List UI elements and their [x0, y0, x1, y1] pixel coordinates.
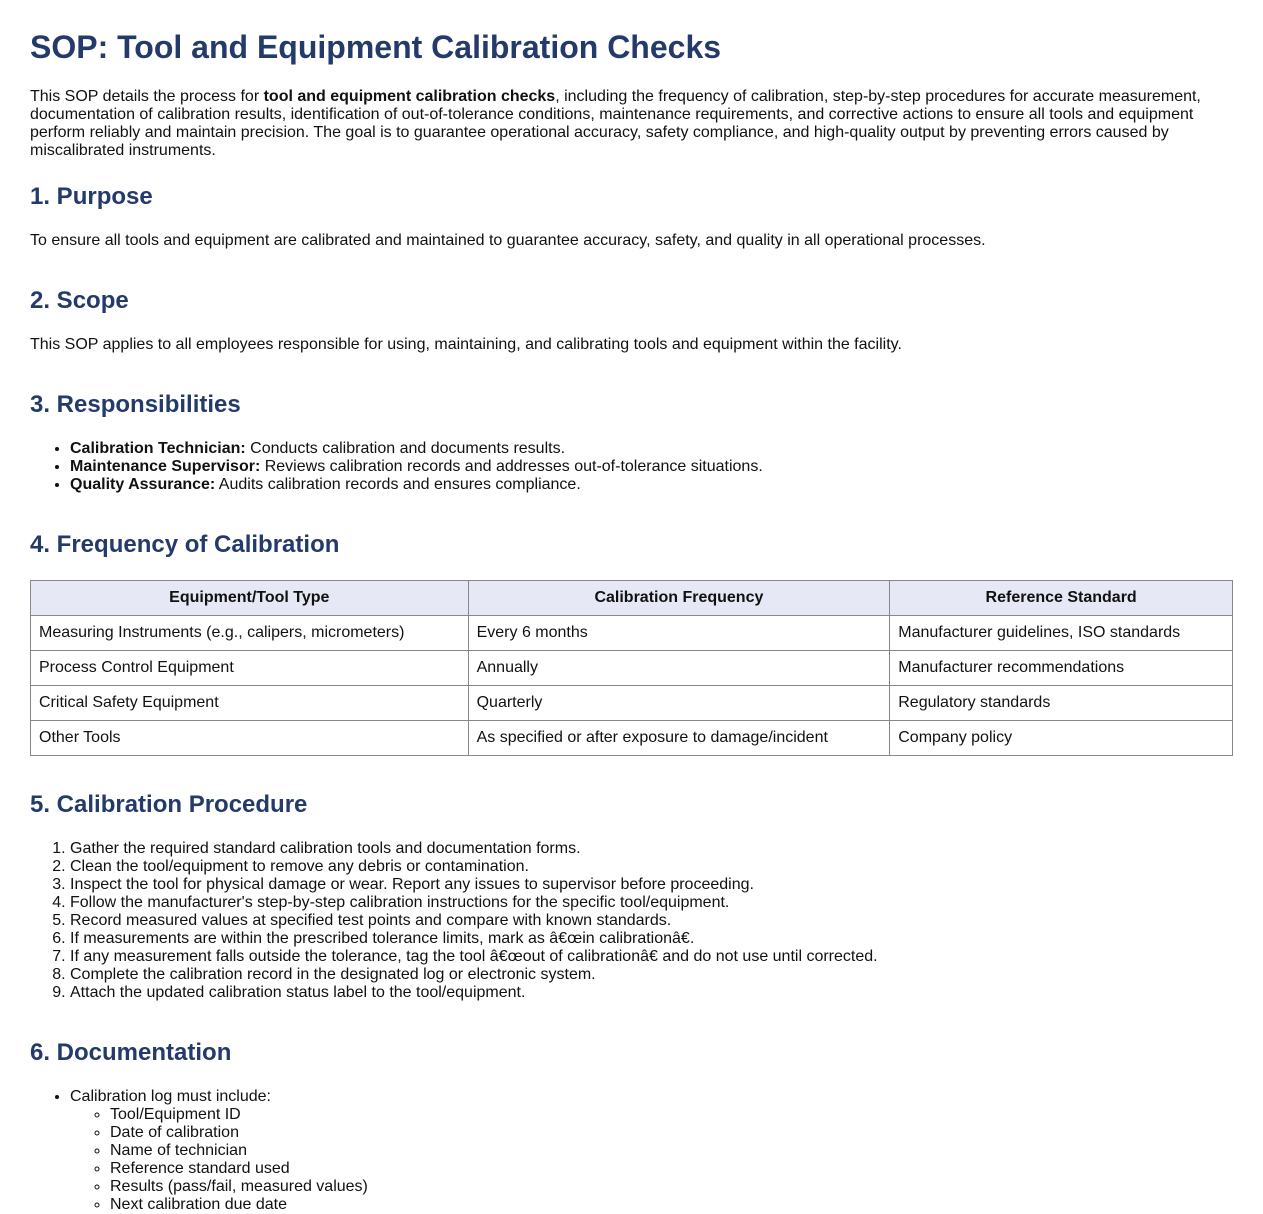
procedure-step: 7. If any measurement falls outside the tolerance, tag the tool â€œout of calibrationâ€ and do not use until corrected. [70, 948, 1233, 966]
purpose-text: To ensure all tools and equipment are calibrated and maintained to guarantee accuracy, safety, and quality in all operational processes. [30, 232, 986, 249]
log-field: ◦ Date of calibration [110, 1124, 1233, 1142]
documentation-heading: 6. Documentation [30, 1039, 232, 1066]
list-item [70, 458, 1233, 476]
role-label: Maintenance Supervisor: [70, 458, 261, 475]
table-row [31, 651, 1233, 686]
documentation-list [30, 1088, 1233, 1214]
scope-text: This SOP applies to all employees responsible for using, maintaining, and calibrating tools and equipment within the facility. [30, 336, 902, 353]
list-item [70, 476, 1233, 494]
purpose-heading: 1. Purpose [30, 183, 153, 210]
log-field: ◦ Tool/Equipment ID [110, 1106, 1233, 1124]
intro-bold-text: tool and equipment calibration checks [263, 88, 556, 105]
role-description: Conducts calibration and documents results. [245, 440, 566, 457]
procedure-step: 9. Attach the updated calibration status label to the tool/equipment. [70, 984, 1233, 1002]
column-header: Equipment/Tool Type [31, 581, 469, 616]
frequency-heading: 4. Frequency of Calibration [30, 531, 340, 558]
procedure-step: 2. Clean the tool/equipment to remove any debris or contamination. [70, 858, 1233, 876]
table-cell: Regulatory standards [890, 686, 1233, 721]
role-label: Quality Assurance: [70, 476, 216, 493]
table-cell: As specified or after exposure to damage/incident [468, 721, 890, 756]
procedure-step: 6. If measurements are within the prescribed tolerance limits, mark as â€œin calibrationâ€. [70, 930, 1233, 948]
table-cell: Manufacturer recommendations [890, 651, 1233, 686]
table-header-row [31, 581, 1233, 616]
procedure-step: 1. Gather the required standard calibration tools and documentation forms. [70, 840, 1233, 858]
table-cell: Every 6 months [468, 616, 890, 651]
procedure-heading: 5. Calibration Procedure [30, 791, 308, 818]
intro-paragraph [30, 88, 1233, 160]
table-cell: Quarterly [468, 686, 890, 721]
documentation-lead: Calibration log must include: [70, 1088, 271, 1105]
table-cell: Critical Safety Equipment [31, 686, 469, 721]
column-header: Reference Standard [890, 581, 1233, 616]
role-description: Audits calibration records and ensures compliance. [215, 476, 581, 493]
table-row [31, 616, 1233, 651]
role-description: Reviews calibration records and addresses out-of-tolerance situations. [260, 458, 763, 475]
procedure-step: 5. Record measured values at specified test points and compare with known standards. [70, 912, 1233, 930]
scope-heading: 2. Scope [30, 287, 129, 314]
procedure-step: 4. Follow the manufacturer's step-by-step calibration instructions for the specific tool/equipment. [70, 894, 1233, 912]
responsibilities-heading: 3. Responsibilities [30, 391, 241, 418]
list-item [70, 440, 1233, 458]
procedure-steps-list [30, 840, 1233, 1002]
procedure-step: 8. Complete the calibration record in the designated log or electronic system. [70, 966, 1233, 984]
table-cell: Process Control Equipment [31, 651, 469, 686]
intro-text-end: , including the frequency of calibration, step-by-step procedures for accurate measurement, documentation of calibration results, identification of out-of-tolerance conditions, maintenance requirements, and corrective actions to ensure all tools and equipment perform reliably and maintain precision. The goal is to guarantee operational accuracy, safety compliance, and high-quality output by preventing errors caused by miscalibrated instruments. [30, 88, 1201, 159]
calibration-frequency-table [30, 580, 1233, 756]
list-item [70, 1088, 1233, 1214]
log-field: ◦ Next calibration due date [110, 1196, 1233, 1214]
log-field: ◦ Results (pass/fail, measured values) [110, 1178, 1233, 1196]
intro-text-start: This SOP details the process for [30, 88, 264, 105]
log-field: ◦ Reference standard used [110, 1160, 1233, 1178]
table-cell: Company policy [890, 721, 1233, 756]
procedure-step: 3. Inspect the tool for physical damage or wear. Report any issues to supervisor before proceeding. [70, 876, 1233, 894]
table-cell: Annually [468, 651, 890, 686]
table-cell: Measuring Instruments (e.g., calipers, micrometers) [31, 616, 469, 651]
log-fields-list [70, 1106, 1233, 1214]
log-field: ◦ Name of technician [110, 1142, 1233, 1160]
table-cell: Other Tools [31, 721, 469, 756]
role-label: Calibration Technician: [70, 440, 246, 457]
column-header: Calibration Frequency [468, 581, 890, 616]
table-row [31, 721, 1233, 756]
responsibilities-list [30, 440, 1233, 494]
table-cell: Manufacturer guidelines, ISO standards [890, 616, 1233, 651]
page-title: SOP: Tool and Equipment Calibration Checks [30, 29, 722, 65]
table-row [31, 686, 1233, 721]
